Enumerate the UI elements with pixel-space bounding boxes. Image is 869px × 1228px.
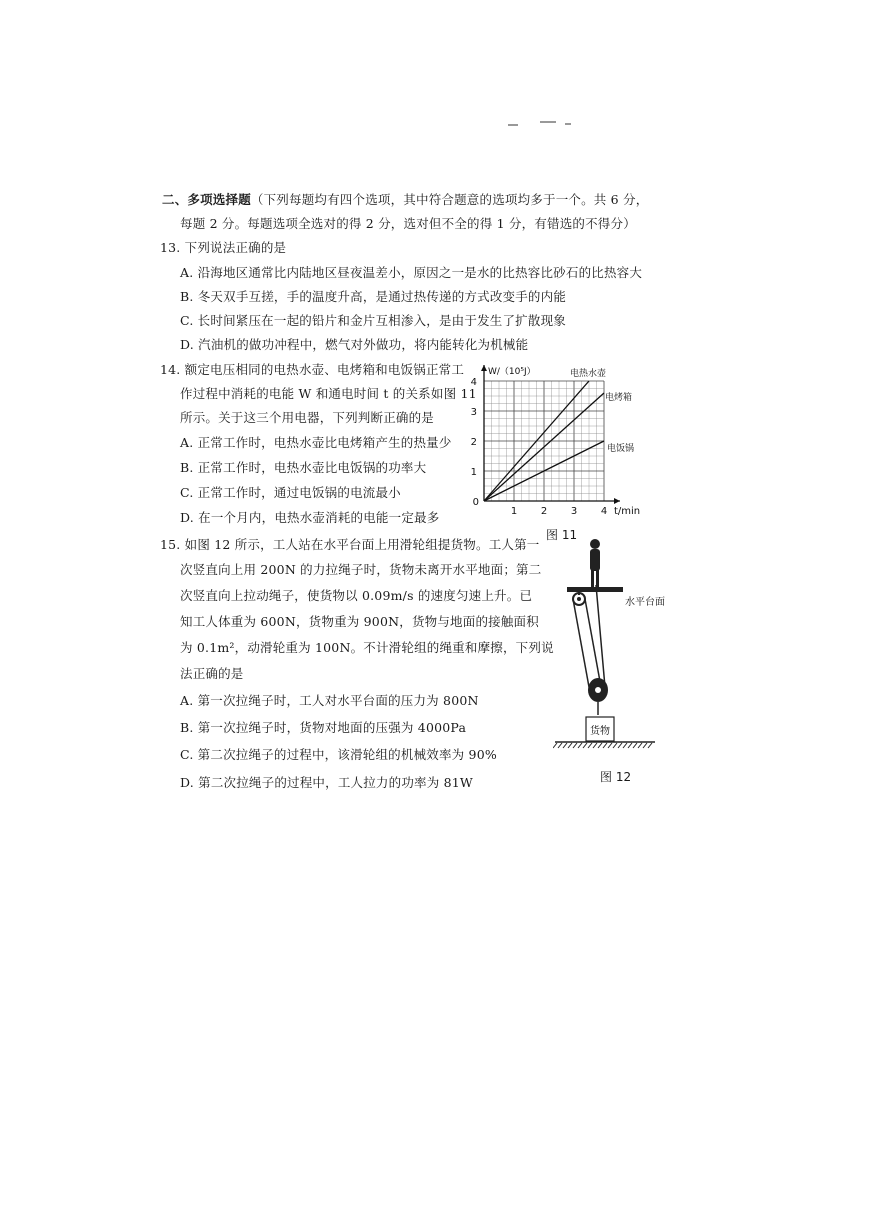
x-axis-arrow	[614, 498, 620, 504]
y-tick-label: 1	[470, 467, 477, 478]
scan-mark	[565, 123, 571, 125]
scan-mark	[508, 124, 518, 126]
ground-hatch	[563, 743, 567, 748]
q13-stem: 13. 下列说法正确的是	[160, 240, 287, 255]
q15-option-b: B. 第一次拉绳子时，货物对地面的压强为 4000Pa	[180, 720, 467, 735]
ground-hatch	[583, 743, 587, 748]
q15-stem-1: 15. 如图 12 所示，工人站在水平台面上用滑轮组提货物。工人第一	[160, 537, 540, 552]
q15-stem-3: 次竖直向上拉动绳子，使货物以 0.09m/s 的速度匀速上升。已	[180, 588, 533, 603]
q15-option-a: A. 第一次拉绳子时，工人对水平台面的压力为 800N	[180, 693, 479, 708]
scan-mark	[540, 121, 556, 123]
y-axis-arrow	[481, 365, 487, 371]
q14-stem-1: 14. 额定电压相同的电热水壶、电烤箱和电饭锅正常工	[160, 362, 465, 377]
ground-hatch	[613, 743, 617, 748]
y-tick-label: 3	[470, 407, 477, 418]
series-label: 电热水壶	[570, 369, 607, 379]
figure-12-pulley-diagram	[553, 537, 673, 762]
y-tick-label: 4	[470, 377, 477, 388]
q13-option-a: A. 沿海地区通常比内陆地区昼夜温差小，原因之一是水的比热容比砂石的比热容大	[180, 265, 643, 280]
platform	[567, 587, 623, 592]
q13-option-b: B. 冬天双手互搓，手的温度升高，是通过热传递的方式改变手的内能	[180, 289, 567, 304]
series-label: 电烤箱	[605, 393, 633, 403]
ground-hatch	[553, 743, 557, 748]
ground-hatch	[608, 743, 612, 748]
y-axis-label: W/（10⁵J）	[488, 367, 536, 377]
section-instructions: （下列每题均有四个选项，其中符合题意的选项均多于一个。共 6 分，	[250, 192, 649, 207]
rope	[573, 599, 589, 687]
ground-hatch	[558, 743, 562, 748]
ground-hatch	[598, 743, 602, 748]
ground-hatch	[588, 743, 592, 748]
ground-hatch	[643, 743, 647, 748]
q15-option-d: D. 第二次拉绳子的过程中，工人拉力的功率为 81W	[180, 775, 473, 790]
q15-stem-6: 法正确的是	[180, 666, 244, 681]
chart-grid	[484, 381, 604, 501]
section-heading: 二、多项选择题	[162, 192, 251, 207]
q14-stem-2: 作过程中消耗的电能 W 和通电时间 t 的关系如图 11	[180, 386, 477, 401]
platform-label: 水平台面	[625, 597, 665, 608]
q15-option-c: C. 第二次拉绳子的过程中，该滑轮组的机械效率为 90%	[180, 747, 497, 762]
rope	[596, 585, 605, 687]
ground-hatch	[618, 743, 622, 748]
q13-option-c: C. 长时间紧压在一起的铅片和金片互相渗入，是由于发生了扩散现象	[180, 313, 566, 328]
ground-hatch	[638, 743, 642, 748]
worker-figure	[590, 539, 600, 587]
q13-option-d: D. 汽油机的做功冲程中，燃气对外做功，将内能转化为机械能	[180, 337, 529, 352]
section-instructions-2: 每题 2 分。每题选项全选对的得 2 分，选对但不全的得 1 分，有错选的不得分）	[180, 216, 636, 231]
ground-hatch	[568, 743, 572, 748]
q14-stem-3: 所示。关于这三个用电器，下列判断正确的是	[180, 410, 435, 425]
cargo-label: 货物	[590, 726, 610, 737]
figure-11-caption: 图 11	[546, 528, 578, 542]
x-tick-label: 4	[600, 506, 608, 517]
x-tick-label: 2	[540, 506, 548, 517]
series-label: 电饭锅	[607, 444, 635, 454]
q14-option-b: B. 正常工作时，电热水壶比电饭锅的功率大	[180, 460, 427, 475]
ground-hatch	[648, 743, 652, 748]
q15-stem-4: 知工人体重为 600N，货物重为 900N，货物与地面的接触面积	[180, 614, 539, 629]
q15-stem-2: 次竖直向上用 200N 的力拉绳子时，货物未离开水平地面；第二	[180, 562, 542, 577]
figure-12-caption: 图 12	[600, 770, 632, 784]
chart-axes	[481, 365, 620, 504]
x-axis-label: t/min	[614, 506, 641, 517]
ground-hatch	[633, 743, 637, 748]
ground-hatch	[603, 743, 607, 748]
q14-option-d: D. 在一个月内，电热水壶消耗的电能一定最多	[180, 510, 440, 525]
ground-hatch	[578, 743, 582, 748]
section-heading-line	[162, 192, 648, 208]
ground-hatch	[573, 743, 577, 748]
movable-pulley	[588, 678, 608, 715]
q14-option-a: A. 正常工作时，电热水壶比电烤箱产生的热量少	[180, 435, 452, 450]
y-tick-label: 2	[470, 437, 477, 448]
q15-stem-5: 为 0.1m²，动滑轮重为 100N。不计滑轮组的绳重和摩擦，下列说	[180, 640, 554, 655]
figure-11-chart	[460, 362, 660, 522]
q14-option-c: C. 正常工作时，通过电饭锅的电流最小	[180, 485, 401, 500]
origin-label: 0	[472, 497, 479, 508]
x-tick-label: 3	[570, 506, 578, 517]
x-tick-label: 1	[510, 506, 518, 517]
ground-hatch	[623, 743, 627, 748]
ground-hatch	[628, 743, 632, 748]
ground-hatch	[593, 743, 597, 748]
